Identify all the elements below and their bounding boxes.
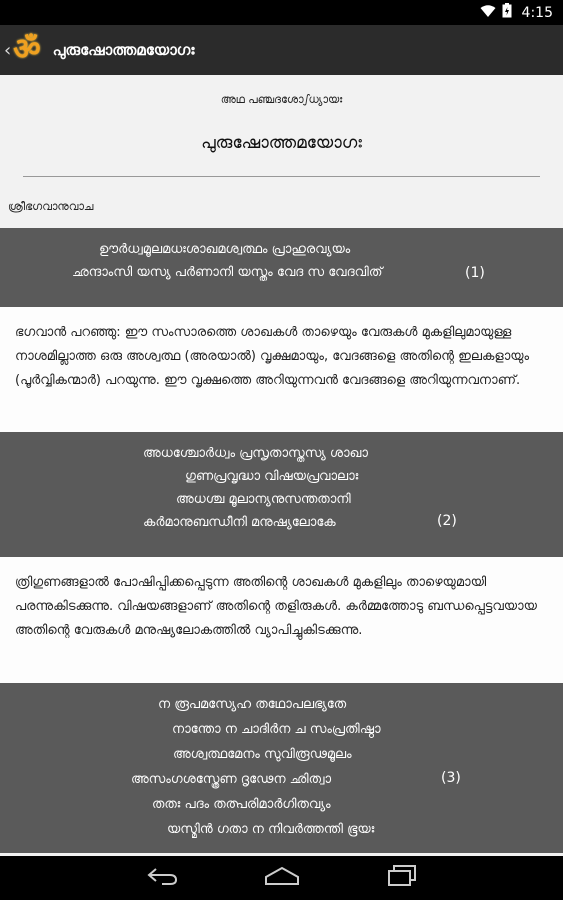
verse-line: അശ്വത്ഥമേനം സുവിരൂഢമൂലം: [173, 747, 352, 762]
verse-line: ഗുണപ്രവൃദ്ധാ വിഷയപ്രവാലാഃ: [185, 469, 359, 484]
status-bar: [0, 0, 563, 25]
recent-apps-icon: [387, 865, 417, 891]
verse-line: തതഃ പദം തത്പരിമാർഗിതവ്യം: [152, 797, 331, 812]
verse-meaning: ഭഗവാൻ പറഞ്ഞു: ഈ സംസാരത്തെ ശാഖകൾ താഴെയും വേരുകൾ മുകളിലുമായുള്ള നാശമില്ലാത്ത ഒരു അശ്വത്ഥ (അരയാൽ) വൃക്ഷമായും, വേദങ്ങളെ അതിന്റെ ഇലകളായും (പൂർവ്വികന്മാർ) പറയുന്നു. ഈ വൃക്ഷത്തെ അറിയുന്നവൻ വേദങ്ങളെ അറിയുന്നവനാണ്.: [0, 307, 563, 432]
verse-line: അധശ്ചോർധ്വം പ്രസൃതാസ്തസ്യ ശാഖാ: [143, 446, 368, 461]
navigation-bar: [0, 856, 563, 900]
chapter-number-label: അഥ പഞ്ചദശോഽധ്യായഃ: [220, 93, 343, 106]
verse-meaning: ത്രിഗുണങ്ങളാൽ പോഷിപ്പിക്കപ്പെടുന്ന അതിന്റെ ശാഖകൾ മുകളിലും താഴെയുമായി പരന്നുകിടക്കുന്നു. വിഷയങ്ങളാണ് അതിന്റെ തളിരുകൾ. കർമ്മത്തോടു ബന്ധപ്പെട്ടവയായ അതിന്റെ വേരുകൾ മനുഷ്യലോകത്തിൽ വ്യാപിച്ചുകിടക്കുന്നു.: [0, 557, 563, 683]
verse-block: [0, 228, 563, 307]
status-time: 4:15: [521, 4, 553, 21]
chapter-title: പുരുഷോത്തമയോഗഃ: [201, 133, 362, 153]
verse-number: (3): [441, 770, 461, 786]
chevron-left-icon: ‹: [4, 39, 12, 61]
verse-number: (1): [465, 265, 485, 281]
verse-line: നാന്തോ ന ചാദിർന ച സംപ്രതിഷ്ഠാ: [172, 722, 381, 737]
verse-block: [0, 683, 563, 853]
app-bar: [0, 25, 563, 75]
verse-line: അധശ്ച മൂലാന്യനുസന്തതാനി: [176, 492, 351, 507]
verse-number: (2): [437, 513, 457, 529]
om-logo-icon: ॐ: [13, 32, 41, 67]
verse-line: ന രൂപമസ്യേഹ തഥോപലഭ്യതേ: [158, 697, 347, 712]
speaker-label: ശ്രീഭഗവാനുവാച: [8, 200, 94, 213]
verse-line: ഛന്ദാംസി യസ്യ പർണാനി യസ്തം വേദ സ വേദവിത്: [72, 265, 383, 280]
verse-block: [0, 432, 563, 557]
verse-line: യസ്മിൻ ഗതാ ന നിവർത്തന്തി ഭൂയഃ: [167, 822, 375, 837]
verse-line: ഊർധ്വമൂലമധഃശാഖമശ്വത്ഥം പ്രാഹുരവ്യയം: [99, 242, 351, 257]
recent-apps-button[interactable]: [342, 856, 462, 900]
app-bar-title: പുരുഷോത്തമയോഗഃ: [52, 41, 195, 59]
up-navigation-button[interactable]: [0, 25, 47, 75]
chapter-content[interactable]: [0, 75, 563, 856]
wifi-icon: [480, 3, 496, 22]
back-arrow-icon: [146, 866, 178, 890]
verse-line: അസംഗശസ്ത്രേണ ദൃഢേന ഛിത്വാ: [131, 772, 332, 787]
home-button[interactable]: [222, 856, 342, 900]
back-button[interactable]: [102, 856, 222, 900]
home-icon: [264, 866, 300, 890]
verse-line: കർമാനുബന്ധീനി മനുഷ്യലോകേ: [143, 515, 336, 530]
battery-icon: [502, 3, 512, 22]
